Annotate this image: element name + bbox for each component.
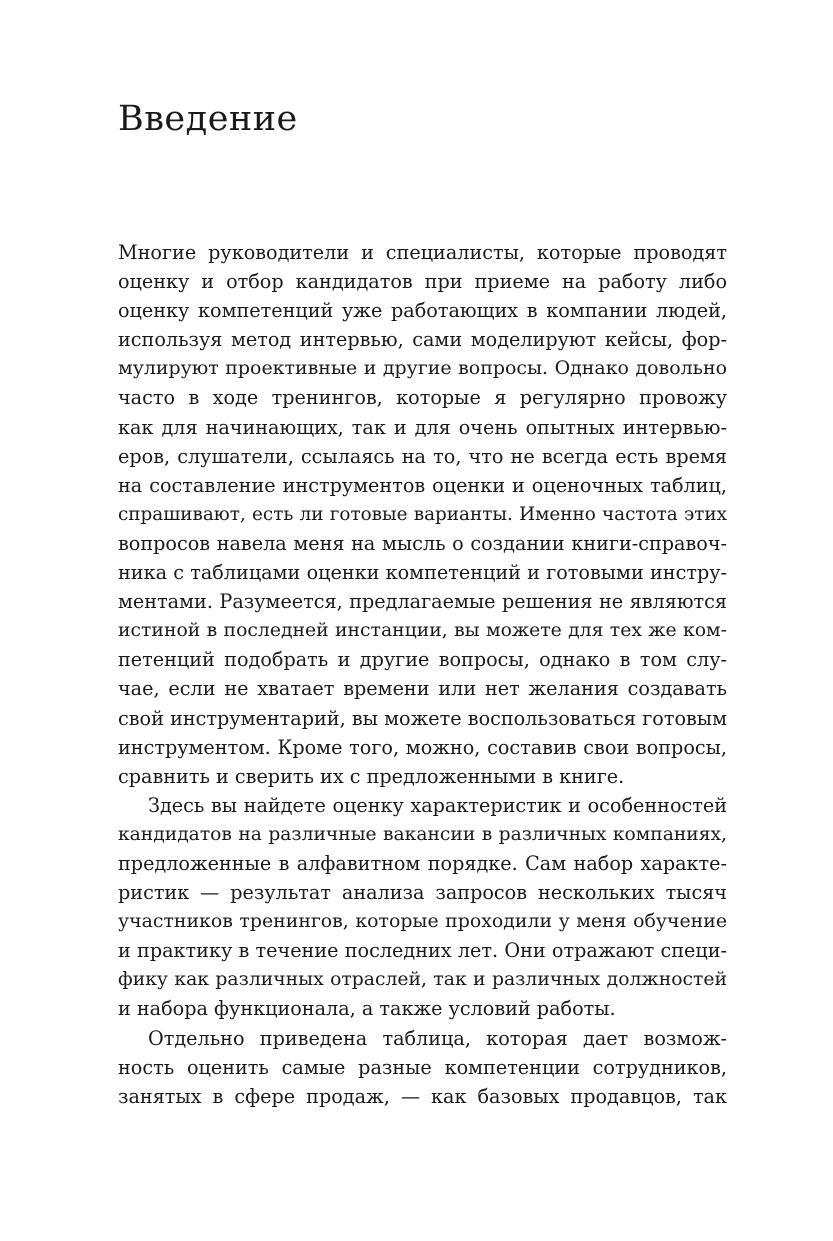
text-line: чае, если не хватает времени или нет желания создавать bbox=[118, 677, 727, 701]
text-line: Отдельно приведена таблица, которая дает возмож- bbox=[148, 1026, 727, 1050]
text-line: как для начинающих, так и для очень опытных интервью- bbox=[118, 415, 727, 439]
text-line: предложенные в алфавитном порядке. Сам набор характе- bbox=[118, 851, 727, 875]
text-line: оценку компетенций уже работающих в компании людей, bbox=[118, 299, 727, 323]
text-line: вопросов навела меня на мысль о создании книги-справоч- bbox=[118, 531, 727, 555]
text-line: мулируют проективные и другие вопросы. Однако довольно bbox=[118, 357, 727, 380]
chapter-title: Введение bbox=[118, 99, 298, 139]
text-line: сравнить и сверить их с предложенными в книге. bbox=[118, 764, 625, 788]
text-line: Многие руководители и специалисты, которые проводят bbox=[118, 241, 727, 264]
paragraph-3 bbox=[118, 1024, 727, 1111]
text-line: истиной в последней инстанции, вы можете для тех же ком- bbox=[118, 620, 727, 642]
text-line: ника с таблицами оценки компетенций и готовыми инстру- bbox=[118, 561, 727, 585]
text-line: фику как различных отраслей, так и различных должностей bbox=[118, 969, 727, 991]
text-line: свой инструментарий, вы можете воспользоваться готовым bbox=[118, 706, 727, 730]
text-line: участников тренингов, которые проходили у меня обучение bbox=[118, 910, 727, 933]
chapter-body bbox=[118, 238, 727, 1111]
text-line: используя метод интервью, сами моделируют кейсы, фор- bbox=[118, 328, 727, 352]
text-line: и набора функционала, а также условий работы. bbox=[118, 997, 616, 1021]
text-line: на составление инструментов оценки и оценочных таблиц, bbox=[118, 473, 727, 497]
text-line: и практику в течение последних лет. Они отражают специ- bbox=[118, 939, 727, 963]
paragraph-2 bbox=[118, 791, 727, 1024]
text-line: Здесь вы найдете оценку характеристик и особенностей bbox=[148, 793, 727, 817]
text-line: еров, слушатели, ссылаясь на то, что не всегда есть время bbox=[118, 444, 727, 468]
text-line: ментами. Разумеется, предлагаемые решения не являются bbox=[118, 590, 727, 614]
text-line: занятых в сфере продаж, — как базовых продавцов, так bbox=[118, 1084, 727, 1108]
text-line: кандидатов на различные вакансии в различных компаниях, bbox=[118, 823, 727, 845]
text-line: петенций подобрать и другие вопросы, однако в том слу- bbox=[118, 648, 727, 672]
text-line: ристик — результат анализа запросов нескольких тысяч bbox=[118, 881, 727, 905]
text-line: часто в ходе тренингов, которые я регулярно провожу bbox=[118, 386, 727, 410]
text-line: оценку и отбор кандидатов при приеме на работу либо bbox=[118, 270, 727, 294]
text-line: ность оценить самые разные компетенции сотрудников, bbox=[118, 1055, 727, 1079]
text-line: спрашивают, есть ли готовые варианты. Именно частота этих bbox=[118, 503, 727, 525]
text-line: инструментом. Кроме того, можно, составив свои вопросы, bbox=[118, 735, 727, 759]
paragraph-1 bbox=[118, 238, 727, 791]
